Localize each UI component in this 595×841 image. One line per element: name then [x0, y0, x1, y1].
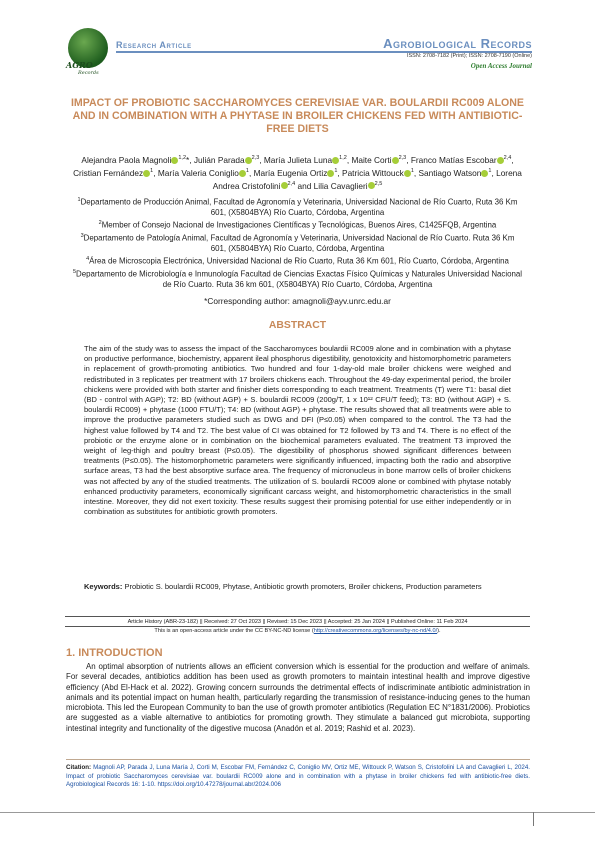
affiliation-text: Departamento de Microbiología e Inmunología Facultad de Ciencias Exactas Físico Químicas y Naturales Universidad Nacional de Río Cuarto. Ruta 36 km 601, (X5804BYA) Río Cuarto, Córdoba, Argentina: [76, 269, 523, 289]
author-separator: ,: [346, 154, 352, 165]
orcid-icon[interactable]: [404, 170, 411, 177]
affiliation-number: 2: [98, 220, 102, 227]
affiliation-item: [72, 254, 523, 267]
affiliation-text: Área de Microscopia Electrónica, Universidad Nacional de Río Cuarto, Ruta 36 Km 601, Río Cuarto, Córdoba, Argentina: [89, 256, 509, 266]
author-name: María Julieta Luna: [263, 154, 333, 165]
paper-title: IMPACT OF PROBIOTIC SACCHAROMYCES CEREVISIAE VAR. BOULARDII RC009 ALONE AND IN COMBINATION WITH A PHYTASE IN BROILER CHICKENS FED WITH ANTIBIOTIC-FREE DIETS: [70, 97, 525, 135]
affiliation-item: [72, 195, 523, 218]
intro-heading: 1. INTRODUCTION: [66, 647, 163, 659]
author-separator: ,: [491, 167, 497, 178]
author-list: [72, 153, 523, 191]
author-name: María Valeria Coniglio: [157, 167, 239, 178]
footer-divider: [0, 812, 595, 813]
keywords-label: Keywords:: [84, 582, 123, 591]
logo-text: AGRO: [66, 60, 93, 70]
author-name: Lilia Cavaglieri: [313, 180, 368, 191]
author-name: Cristian Fernández: [73, 167, 144, 178]
corresponding-author: *Corresponding author: amagnoli@ayv.unrc.edu.ar: [204, 296, 391, 306]
page-marker: [533, 812, 534, 826]
journal-name: Agrobiological Records: [383, 36, 532, 51]
citation-text[interactable]: Magnoli AP, Parada J, Luna María J, Corti M, Escobar FM, Fernández C, Coniglio MV, Ortiz ME, Wittouck P, Watson S, Cristofolini LA and Cavaglieri L, 2024. Impact of probiotic Saccharomyces cerevisiae var. boulardii RC009 alone and in combination with a phytase in broiler chickens fed with antibiotic-free diets. Agrobiological Records 16: 1-10. https://doi.org/10.47278/journal.abr/2024.006: [66, 764, 530, 789]
author-name: Patricia Wittouck: [342, 167, 404, 178]
citation-box: [66, 759, 530, 790]
author-separator: *,: [186, 154, 194, 165]
open-access-label: Open Access Journal: [470, 62, 532, 70]
license-prefix: This is an open-access article under the CC BY-NC-ND license (: [154, 628, 314, 634]
affiliations: [72, 195, 523, 290]
author-name: Franco Matías Escobar: [410, 154, 497, 165]
orcid-icon[interactable]: [368, 182, 375, 189]
author-affiliation-mark: 1: [245, 167, 249, 174]
affiliation-text: Member of Consejo Nacional de Investigaciones Científicas y Tecnológicas, Buenos Aires, C1425FQB, Argentina: [101, 220, 497, 230]
affiliation-item: [72, 231, 523, 254]
orcid-icon[interactable]: [497, 157, 504, 164]
author-affiliation-mark: 1,2: [178, 155, 187, 161]
author-affiliation-mark: 1: [410, 167, 414, 174]
intro-text: An optimal absorption of nutrients allows an efficient conversion which is essential for the production and welfare of animals. For several decades, antibiotics addition has been used as growth promoters to maintain intestinal health and improve digestive efficiency (Abd El-Hack et al. 2022). Growing concern surrounds the detrimental effects of indiscriminate antibiotic administration in animals and its potential impact on human health, particularly regarding the transmission of resistance-inducing genes to the human microbiota. This led the European Community to ban the use of growth promoter antibiotics (Regulation EC N°1831/2006). Probiotics are suggested as a viable alternative to antibiotics for promoting growth. They stimulate a balanced gut microbiota, supporting intestinal integrity and functionality of the digestive mucosa (Anadón et al. 2019; Rashid et al. 2023).: [66, 662, 530, 733]
issn: ISSN: 2708-7182 (Print); ISSN: 2708-7190 (Online): [406, 53, 532, 59]
logo-subtext: Records: [78, 70, 99, 76]
author-affiliation-mark: 1: [334, 167, 338, 174]
author-affiliation-mark: 2,3: [398, 155, 407, 161]
keywords: [84, 582, 511, 593]
affiliation-number: 3: [80, 232, 84, 239]
author-affiliation-mark: 1,2: [339, 155, 347, 161]
orcid-icon[interactable]: [281, 182, 288, 189]
article-type: Research Article: [116, 40, 192, 50]
affiliation-number: 4: [86, 255, 90, 262]
affiliation-text: Departamento de Patología Animal, Facultad de Agronomía y Veterinaria, Universidad Nacional de Río Cuarto. Ruta 36 Km 601, (X5804BYA) Río Cuarto, Córdoba, Argentina: [83, 233, 515, 253]
orcid-icon[interactable]: [392, 157, 399, 164]
citation-label: Citation:: [66, 764, 92, 771]
orcid-icon[interactable]: [245, 157, 252, 164]
license-link[interactable]: http://creativecommons.org/licenses/by-nc-nd/4.0/: [313, 628, 438, 634]
author-separator: ,: [413, 167, 419, 178]
affiliation-text: Departamento de Producción Animal, Facultad de Agronomía y Veterinaria, Universidad Nacional de Río Cuarto, Ruta 36 Km 601, (X5804BYA) Río Cuarto, Córdoba, Argentina: [80, 197, 518, 217]
author-affiliation-mark: 1: [488, 167, 492, 174]
abstract-text: The aim of the study was to assess the impact of the Saccharomyces boulardii RC009 alone and in combination with a phytase on productive performance, biochemistry, apparent ileal phosphorus digestibility, genotoxicity and histomorphometric parameters in replacement of growth-promoting antibiotics. Two hundred and four 1-day-old male broiler chickens were weighed and redistributed in 3 replicates per treatment with 17 broilers chickens each. Throughout the 49-day experimental period, the broiler chickens were provided with both starter and finisher diets corresponding to each treatment. Treatments (T) were T1: basal diet (BD - control with AGP); T2: BD (without AGP) + S. boulardii RC009 (200g/T, 1 x 10¹² CFU/T feed); T3: BD (without AGP) + S. boulardii RC009) + phytase (1000 FTU/T); T4: BD (without AGP) + phytase. The results showed that all treatments were able to improve the productive parameters studied such as DWG and DFI (P≤0.05) when compared to the control. The T3 had the highest value followed by T4 and T2. The best value of CI was obtained for T2 followed by T3 and T4. There is no effect of the probiotic or the enzyme alone or in combination on the biochemical parameters evaluated. The treatment T3 improved the weight of leg-thigh and poultry breast (P≤0.05). The digestibility of phosphorus showed significant differences between treatments (P≤0.05). The histomorphometric parameters were significantly influenced, impacting both the radio and absorptive surface areas, T3 had the best absorptive surface area. The frequency of micronucleus in bone marrow cells of broiler chickens was not affected by any of the studied treatments. The utilization of S. boulardii RC009 alone or combined with phytase notably enhanced productivity parameters, economically significant carcass weight, and histomorphometric characteristics in the small intestine. Moreover, they did not exert toxicity. These results suggest their promising potential for use either independently or in combination as substitutes for antibiotic growth promoters.: [84, 344, 511, 517]
author-affiliation-mark: 2,5: [374, 180, 383, 187]
author-name: Alejandra Paola Magnoli: [81, 154, 172, 165]
author-name: Lorena Andrea Cristofolini: [212, 167, 522, 191]
author-separator: ,: [248, 167, 254, 178]
author-separator: ,: [406, 154, 411, 165]
author-affiliation-mark: 2,4: [503, 155, 512, 161]
affiliation-number: 1: [77, 197, 81, 203]
author-separator: ,: [511, 154, 514, 165]
orcid-icon[interactable]: [239, 170, 246, 177]
author-name: Santiago Watson: [418, 167, 482, 178]
author-affiliation-mark: 2,3: [251, 155, 260, 161]
author-separator: ,: [153, 167, 158, 178]
author-separator: ,: [259, 154, 264, 165]
license-suffix: ).: [437, 628, 441, 634]
author-name: Maite Corti: [351, 154, 392, 165]
affiliation-number: 5: [72, 268, 76, 275]
author-name: María Eugenia Ortiz: [253, 167, 328, 178]
author-name: Julián Parada: [193, 154, 245, 165]
journal-logo: [62, 24, 114, 74]
author-affiliation-mark: 2,4: [287, 180, 296, 187]
author-separator: ,: [337, 167, 343, 178]
abstract-heading: ABSTRACT: [268, 320, 327, 331]
author-affiliation-mark: 1: [150, 167, 154, 174]
affiliation-item: [72, 267, 523, 290]
author-separator: and: [295, 180, 314, 191]
article-history: Article History (ABR-23-182) || Received: 27 Oct 2023 || Revised: 15 Dec 2023 || Accepted: 25 Jan 2024 || Published Online: 11 Feb 2024: [65, 616, 530, 627]
affiliation-item: [72, 218, 523, 231]
keywords-text: Probiotic S. boulardii RC009, Phytase, Antibiotic growth promoters, Broiler chickens, Production parameters: [124, 582, 482, 591]
license-note: [65, 628, 530, 634]
